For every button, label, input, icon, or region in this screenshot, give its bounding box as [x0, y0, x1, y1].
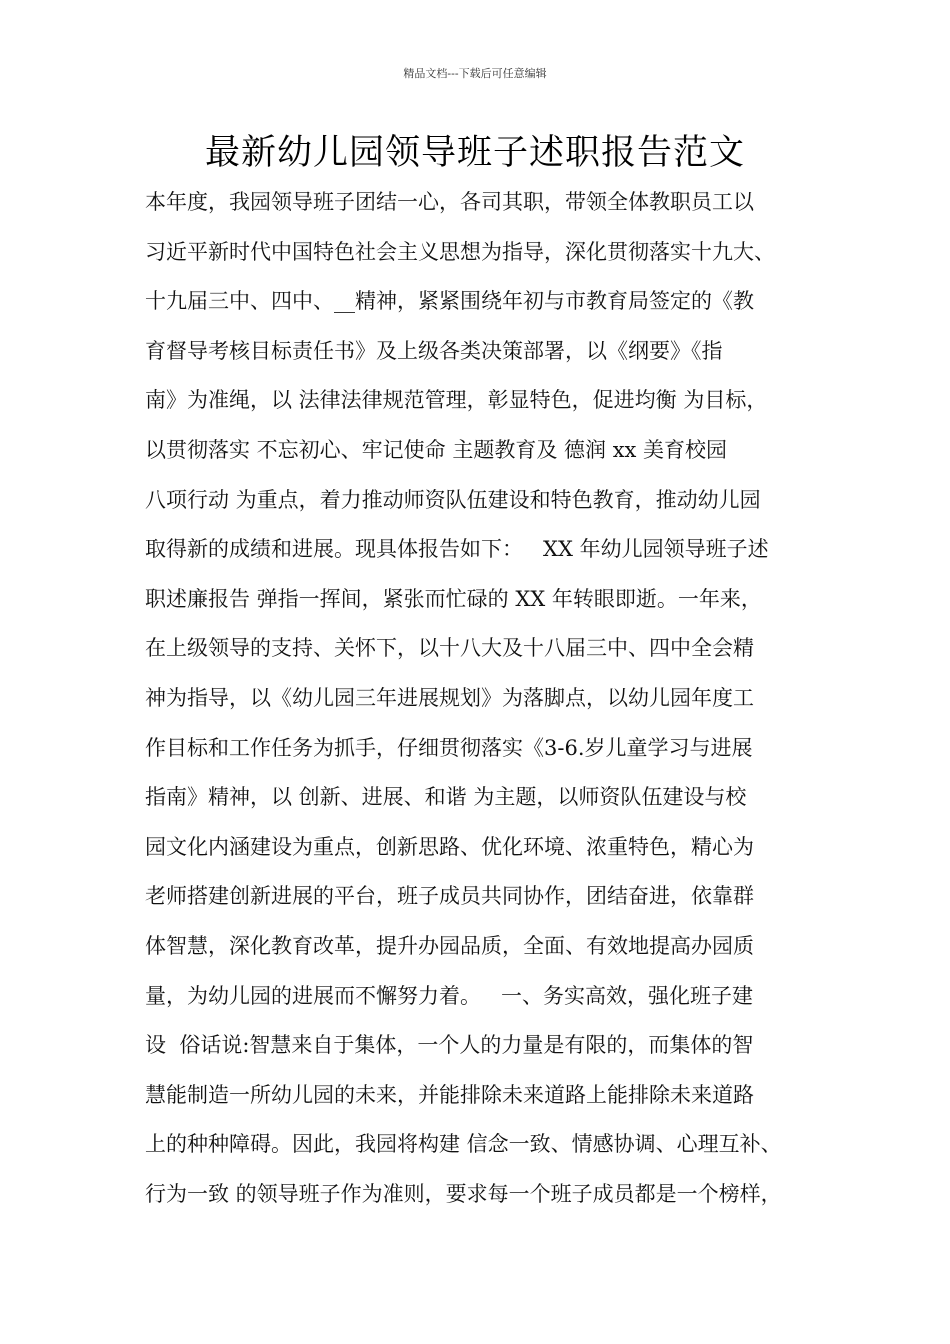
body-line: 十九届三中、四中、__精神，紧紧围绕年初与市教育局签定的《教	[145, 289, 754, 314]
body-line: 职述廉报告 弹指一挥间，紧张而忙碌的 XX 年转眼即逝。一年来，	[145, 586, 762, 611]
page-header-note: 精品文档---下载后可任意编辑	[403, 67, 547, 80]
document-title: 最新幼儿园领导班子述职报告范文	[204, 133, 745, 173]
body-line: 量，为幼儿园的进展而不懈努力着。 一、务实高效，强化班子建	[145, 983, 754, 1008]
body-line: 体智慧，深化教育改革，提升办园品质，全面、有效地提高办园质	[145, 933, 754, 958]
body-line: 育督导考核目标责任书》及上级各类决策部署，以《纲要》《指	[145, 338, 723, 363]
body-line: 上的种种障碍。因此，我园将构建 信念一致、情感协调、心理互补、	[145, 1132, 782, 1157]
body-line: 老师搭建创新进展的平台，班子成员共同协作，团结奋进，依靠群	[145, 884, 754, 909]
body-line: 慧能制造一所幼儿园的未来，并能排除未来道路上能排除未来道路	[145, 1082, 754, 1107]
body-line: 八项行动 为重点，着力推动师资队伍建设和特色教育，推动幼儿园	[145, 487, 761, 512]
body-line: 设 俗话说:智慧来自于集体，一个人的力量是有限的，而集体的智	[145, 1033, 754, 1058]
body-line: 行为一致 的领导班子作为准则，要求每一个班子成员都是一个榜样，	[145, 1181, 782, 1206]
body-line: 神为指导，以《幼儿园三年进展规划》为落脚点，以幼儿园年度工	[145, 685, 754, 710]
body-line: 本年度，我园领导班子团结一心，各司其职，带领全体教职员工以	[145, 190, 754, 214]
body-line: 取得新的成绩和进展。现具体报告如下： XX 年幼儿园领导班子述	[145, 537, 769, 562]
body-line: 作目标和工作任务为抓手，仔细贯彻落实《3-6.岁儿童学习与进展	[145, 735, 753, 760]
body-line: 指南》精神，以 创新、进展、和谐 为主题，以师资队伍建设与校	[145, 785, 747, 810]
body-line: 习近平新时代中国特色社会主义思想为指导，深化贯彻落实十九大、	[145, 239, 775, 264]
body-line: 以贯彻落实 不忘初心、牢记使命 主题教育及 德润 xx 美育校园	[145, 437, 728, 462]
body-line: 园文化内涵建设为重点，创新思路、优化环境、浓重特色，精心为	[145, 834, 754, 859]
document-body	[145, 178, 835, 1219]
body-line: 南》为准绳，以 法律法律规范管理，彰显特色，促进均衡 为目标，	[145, 388, 768, 413]
body-line: 在上级领导的支持、关怀下，以十八大及十八届三中、四中全会精	[145, 636, 754, 661]
